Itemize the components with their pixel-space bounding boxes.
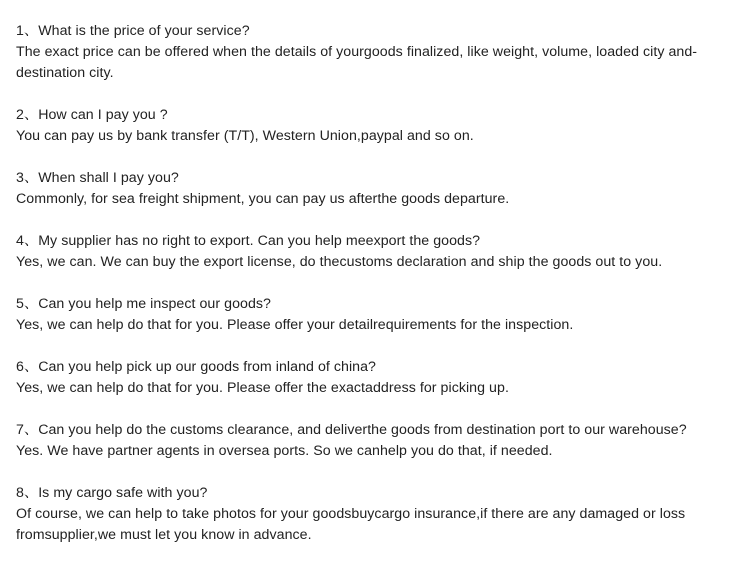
- question-text: How can I pay you ?: [38, 107, 168, 123]
- question-number: 2、: [16, 107, 39, 123]
- faq-answer: Of course, we can help to take photos for your goodsbuycargo insurance,if there are any damaged or loss fromsupplier,we must let you know in advance.: [16, 506, 686, 543]
- question-text: What is the price of your service?: [38, 23, 250, 39]
- faq-question: [16, 357, 746, 378]
- faq-question: [16, 420, 746, 441]
- question-text: My supplier has no right to export. Can you help meexport the goods?: [38, 233, 481, 249]
- faq-question: [16, 105, 746, 126]
- faq-question: [16, 483, 746, 504]
- faq-question: [16, 168, 746, 189]
- faq-answer: The exact price can be offered when the details of yourgoods finalized, like weight, volume, loaded city and-destination city.: [16, 44, 698, 81]
- question-number: 6、: [16, 359, 39, 375]
- question-text: Can you help pick up our goods from inland of china?: [38, 359, 376, 375]
- faq-item-7: [16, 420, 746, 462]
- faq-item-8: [16, 483, 746, 546]
- faq-question: [16, 21, 746, 42]
- question-number: 3、: [16, 170, 39, 186]
- question-number: 5、: [16, 296, 39, 312]
- faq-question: [16, 294, 746, 315]
- question-number: 7、: [16, 422, 39, 438]
- faq-item-3: [16, 168, 746, 210]
- faq-item-1: [16, 21, 746, 84]
- question-number: 4、: [16, 233, 39, 249]
- faq-answer: Yes, we can. We can buy the export license, do thecustoms declaration and ship the goods out to you.: [16, 254, 663, 270]
- faq-answer: Yes, we can help do that for you. Please offer the exactaddress for picking up.: [16, 380, 509, 396]
- question-text: Is my cargo safe with you?: [38, 485, 208, 501]
- faq-answer: Yes. We have partner agents in oversea ports. So we canhelp you do that, if needed.: [16, 443, 553, 459]
- question-number: 8、: [16, 485, 39, 501]
- question-text: Can you help me inspect our goods?: [38, 296, 271, 312]
- faq-answer: You can pay us by bank transfer (T/T), Western Union,paypal and so on.: [16, 128, 474, 144]
- question-text: When shall I pay you?: [38, 170, 179, 186]
- faq-item-2: [16, 105, 746, 147]
- faq-item-4: [16, 231, 746, 273]
- question-text: Can you help do the customs clearance, and deliverthe goods from destination port to our warehouse?: [38, 422, 687, 438]
- faq-item-5: [16, 294, 746, 336]
- faq-list: [16, 21, 746, 567]
- question-number: 1、: [16, 23, 39, 39]
- faq-item-6: [16, 357, 746, 399]
- faq-answer: Yes, we can help do that for you. Please offer your detailrequirements for the inspection.: [16, 317, 574, 333]
- faq-answer: Commonly, for sea freight shipment, you can pay us afterthe goods departure.: [16, 191, 510, 207]
- faq-question: [16, 231, 746, 252]
